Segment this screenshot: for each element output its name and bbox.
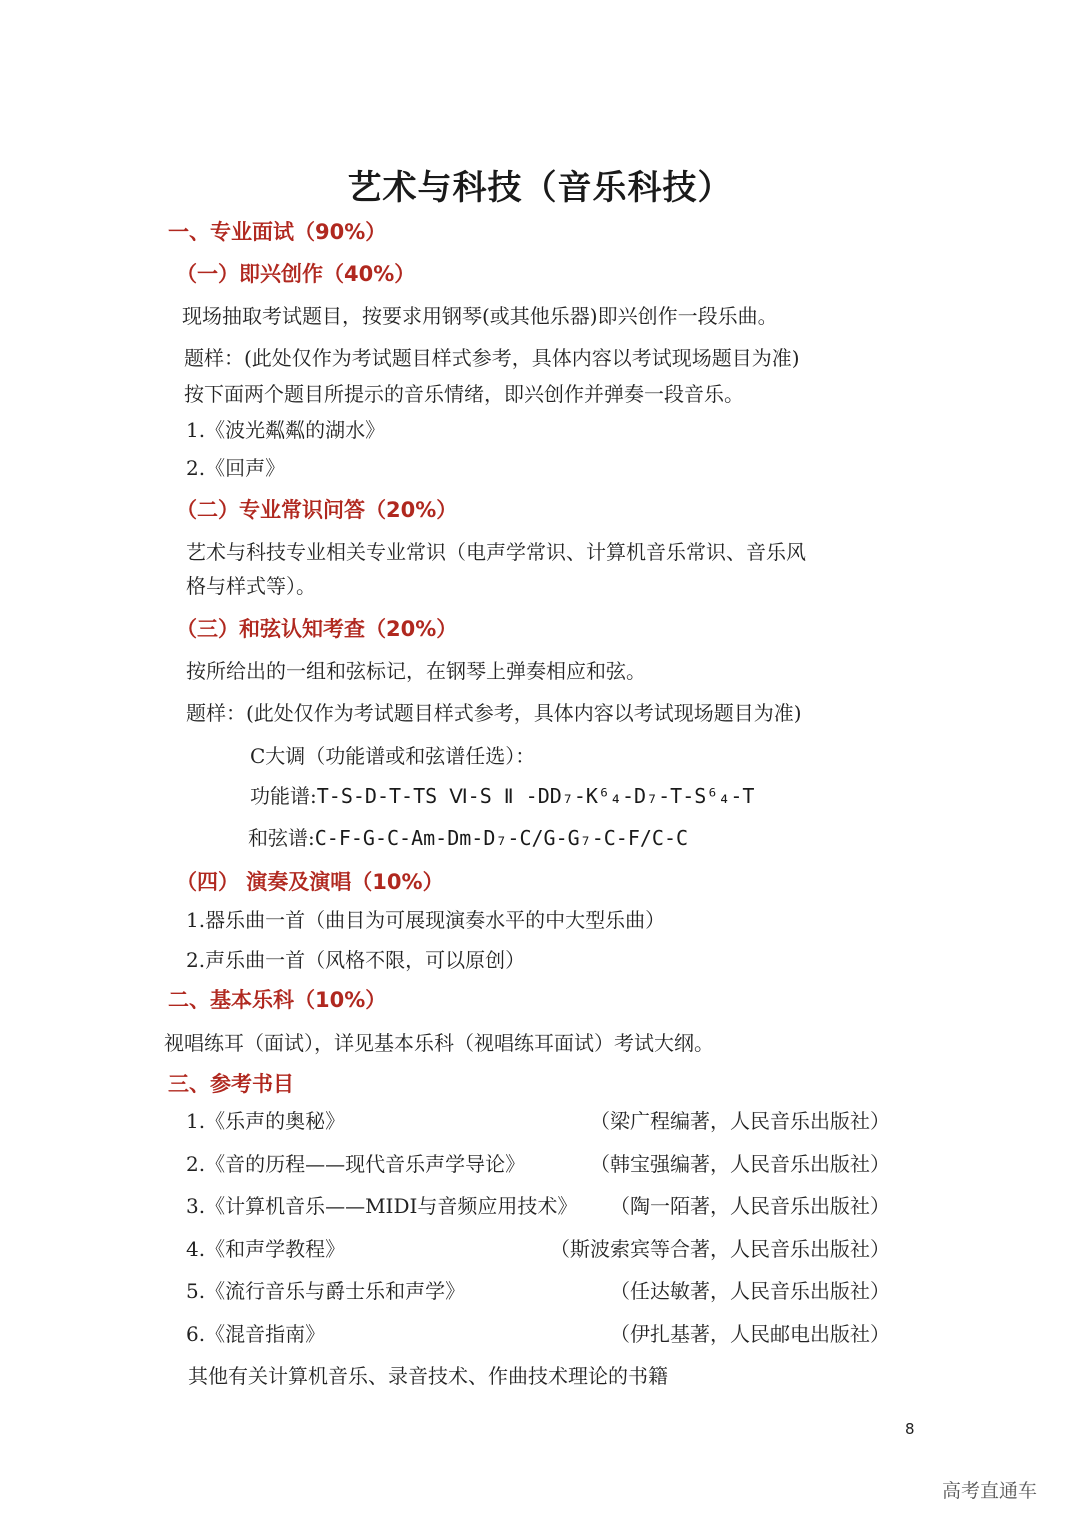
reference-book-source: （陶一陌著，人民音乐出版社） (610, 1194, 890, 1218)
subsection-heading-improvisation: （一）即兴创作（40%） (176, 262, 416, 286)
text-line: C大调（功能谱或和弦谱任选）： (250, 744, 536, 768)
text-line: 按所给出的一组和弦标记，在钢琴上弹奏相应和弦。 (186, 659, 646, 683)
page-number: 8 (905, 1420, 915, 1438)
reference-book-title: 1.《乐声的奥秘》 (186, 1109, 346, 1133)
reference-book-title: 5.《流行音乐与爵士乐和声学》 (186, 1279, 466, 1303)
text-line: 题样：(此处仅作为考试题目样式参考，具体内容以考试现场题目为准) (184, 346, 800, 370)
reference-book-source: （伊扎基著，人民邮电出版社） (610, 1322, 890, 1346)
reference-book-title: 3.《计算机音乐——MIDI与音频应用技术》 (186, 1194, 578, 1218)
subsection-heading-chords: （三）和弦认知考查（20%） (176, 617, 458, 641)
section-heading-interview: 一、专业面试（90%） (168, 220, 387, 244)
subsection-heading-knowledge: （二）专业常识问答（20%） (176, 498, 458, 522)
text-line: 其他有关计算机音乐、录音技术、作曲技术理论的书籍 (188, 1364, 668, 1388)
list-item: 1.《波光粼粼的湖水》 (186, 418, 386, 442)
watermark-text: 高考直通车 (942, 1480, 1038, 1502)
section-heading-basic-music: 二、基本乐科（10%） (168, 988, 387, 1012)
reference-book-source: （梁广程编著，人民音乐出版社） (590, 1109, 890, 1133)
section-heading-references: 三、参考书目 (168, 1072, 294, 1096)
document-title: 艺术与科技（音乐科技） (347, 168, 733, 208)
text-line: 按下面两个题目所提示的音乐情绪，即兴创作并弹奏一段音乐。 (184, 382, 744, 406)
text-line: 格与样式等）。 (186, 574, 316, 598)
reference-book-source: （任达敏著，人民音乐出版社） (610, 1279, 890, 1303)
subsection-heading-performance: （四） 演奏及演唱（10%） (176, 870, 444, 894)
function-notation-label: 功能谱: (250, 784, 317, 808)
reference-book-source: （韩宝强编著，人民音乐出版社） (590, 1152, 890, 1176)
function-notation-value: T-S-D-T-TS Ⅵ-S Ⅱ -DD₇-K⁶₄-D₇-T-S⁶₄-T (316, 784, 755, 808)
reference-book-title: 6.《混音指南》 (186, 1322, 326, 1346)
text-line: 艺术与科技专业相关专业常识（电声学常识、计算机音乐常识、音乐风 (186, 540, 806, 564)
reference-book-title: 2.《音的历程——现代音乐声学导论》 (186, 1152, 526, 1176)
list-item: 2.《回声》 (186, 456, 286, 480)
chord-notation-line (248, 822, 688, 851)
text-line: 现场抽取考试题目，按要求用钢琴(或其他乐器)即兴创作一段乐曲。 (182, 304, 778, 328)
chord-notation-label: 和弦谱: (248, 826, 315, 850)
list-item: 1.器乐曲一首（曲目为可展现演奏水平的中大型乐曲） (186, 908, 666, 932)
list-item: 2.声乐曲一首（风格不限，可以原创） (186, 948, 526, 972)
function-notation-line (250, 780, 754, 809)
reference-book-source: （斯波索宾等合著，人民音乐出版社） (550, 1237, 890, 1261)
text-line: 视唱练耳（面试），详见基本乐科（视唱练耳面试）考试大纲。 (164, 1031, 714, 1055)
chord-notation-value: C-F-G-C-Am-Dm-D₇-C/G-G₇-C-F/C-C (314, 826, 689, 850)
text-line: 题样：(此处仅作为考试题目样式参考，具体内容以考试现场题目为准) (186, 701, 802, 725)
reference-book-title: 4.《和声学教程》 (186, 1237, 346, 1261)
